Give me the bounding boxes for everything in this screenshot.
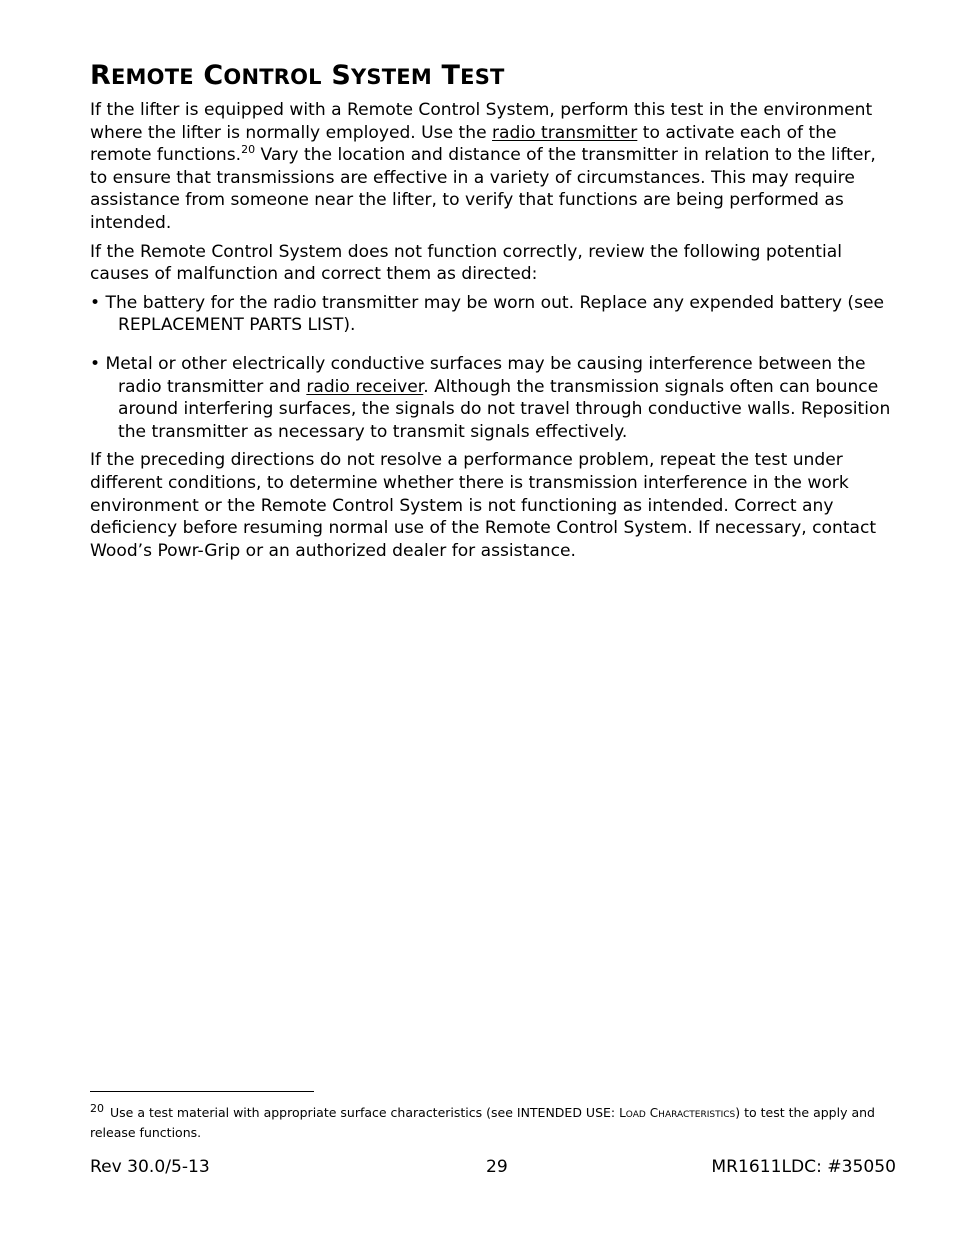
document-id: MR1611LDC: #35050 <box>711 1157 896 1177</box>
footnote-number: 20 <box>90 1102 104 1115</box>
footnote-divider <box>90 1091 314 1092</box>
footnote-sc-rest-1: OAD <box>625 1110 646 1120</box>
closing-paragraph: If the preceding directions do not resolve a performance problem, repeat the test under different conditions, to determine whether there is transmission interference in the work environment or the Remote Control System is not functioning as intended. Correct any deficiency before resuming normal use of the Remote Control System. If necessary, contact Wood’s Powr-Grip or an authorized dealer for assistance. <box>90 450 877 561</box>
intro-paragraph <box>90 99 896 235</box>
footnote-reference: 20 <box>241 143 256 157</box>
heading-cap-2: C <box>203 60 224 91</box>
heading-cap-1: R <box>90 60 111 91</box>
bullet-text: The battery for the radio transmitter may be worn out. Replace any expended battery (see REPLACEMENT PARTS LIST). <box>105 292 885 336</box>
radio-transmitter-link: radio transmitter <box>492 122 638 143</box>
footnote-text-b: ) to test the apply and release functions. <box>90 1105 875 1140</box>
intro-text-c: Vary the location and distance of the transmitter in relation to the lifter, to ensure that transmissions are effective in a variety of circumstances. This may require assistance from someone near the lifter, to verify that functions are being performed as intended. <box>90 145 876 233</box>
bullet-text-b: . Although the transmission signals often can bounce around interfering surfaces, the signals do not travel through conductive walls. Reposition the transmitter as necessary to transmit signals effectively. <box>118 376 891 442</box>
heading-rest-3: YSTEM <box>351 65 432 89</box>
footnote <box>90 1104 896 1142</box>
bullet-marker: • <box>90 292 106 313</box>
heading-rest-2: ONTROL <box>223 65 322 89</box>
heading-cap-4: T <box>441 60 461 91</box>
section-heading <box>90 58 896 95</box>
footnote-text-a: Use a test material with appropriate surface characteristics (see INTENDED USE: <box>110 1105 620 1120</box>
heading-rest-4: EST <box>460 65 505 89</box>
heading-rest-1: EMOTE <box>111 65 194 89</box>
bullet-marker: • <box>90 353 106 374</box>
footnote-sc-rest-2: HARACTERISTICS <box>658 1110 736 1120</box>
page-number: 29 <box>486 1157 508 1177</box>
footnote-sc-cap-2: C <box>649 1106 659 1120</box>
revision-label: Rev 30.0/5-13 <box>90 1157 210 1177</box>
intro-text-b: to activate each of the remote functions. <box>90 122 837 166</box>
bullet-text-a: Metal or other electrically conductive surfaces may be causing interference between the radio transmitter and <box>105 353 866 397</box>
heading-cap-3: S <box>331 60 352 91</box>
footnote-sc-cap-1: L <box>619 1106 626 1120</box>
malfunction-paragraph: If the Remote Control System does not function correctly, review the following potential causes of malfunction and correct them as directed: <box>90 241 842 285</box>
bullet-item-battery <box>90 292 896 337</box>
radio-receiver-link: radio receiver <box>306 376 424 397</box>
intro-text-a: If the lifter is equipped with a Remote Control System, perform this test in the environment where the lifter is normally employed. Use the <box>90 100 873 143</box>
page-body <box>90 58 896 562</box>
bullet-item-interference <box>90 353 896 443</box>
